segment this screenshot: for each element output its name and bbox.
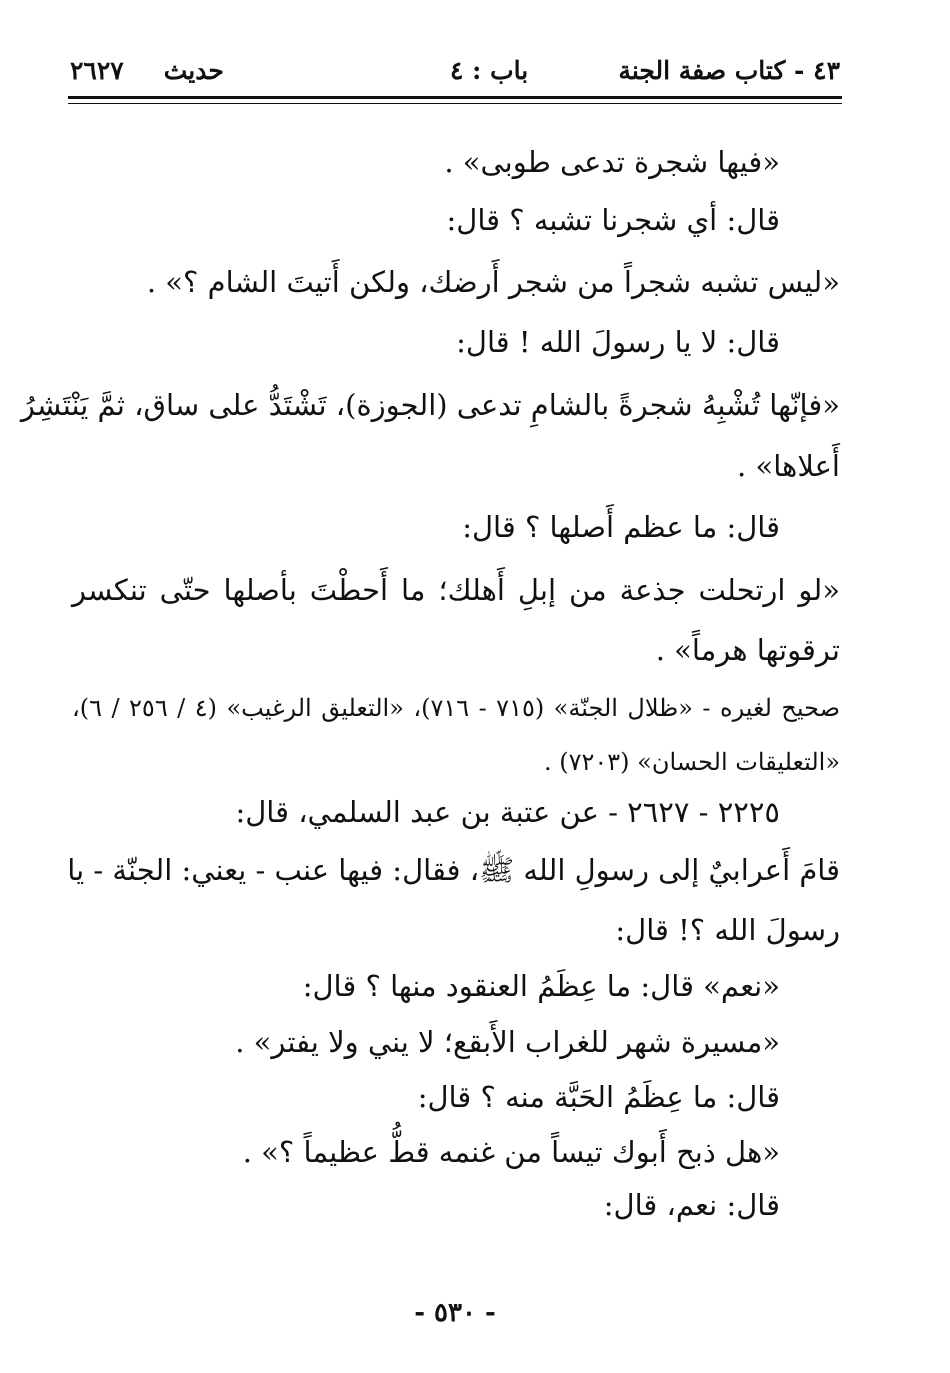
header-rule-thin [68,103,842,104]
text-line: قامَ أَعرابيٌ إلى رسولِ الله ﷺ، فقال: فيها عنب - يعني: الجنّة - يا [67,853,840,887]
hadith-number: ٢٦٢٧ [70,56,124,85]
hadith-ref [70,56,224,85]
page-number: - ٥٣٠ - [414,1298,496,1328]
text-line: قال: نعم، قال: [603,1188,780,1222]
text-line: رسولَ الله ؟! قال: [615,913,840,947]
text-line: قال: لا يا رسولَ الله ! قال: [456,325,780,359]
header-rule-thick [68,96,842,99]
text-line: «لو ارتحلت جذعة من إبلِ أَهلك؛ ما أَحطْتَ بأصلها حتّى تنكسر [72,573,840,607]
text-line: قال: أي شجرنا تشبه ؟ قال: [446,203,780,237]
takhrij-note: صحيح لغيره - «ظلال الجنّة» (٧١٥ - ٧١٦)، «التعليق الرغيب» (٤ / ٢٥٦ / ٦)، [72,694,841,722]
text-line: قال: ما عِظَمُ الحَبَّة منه ؟ قال: [417,1080,780,1114]
text-line: «فإنّها تُشْبِهُ شجرةً بالشامِ تدعى (الجوزة)، تَشْتَدُّ على ساق، ثمَّ يَنْتَشِرُ [20,388,840,422]
text-line: أَعلاها» . [737,449,840,483]
text-line: «هل ذبح أَبوك تيساً من غنمه قطُّ عظيماً ؟» . [242,1135,780,1169]
text-line: «ليس تشبه شجراً من شجر أَرضك، ولكن أَتيتَ الشام ؟» . [146,265,840,299]
running-header [70,56,840,96]
text-line: «مسيرة شهر للغراب الأَبقع؛ لا يني ولا يفتر» . [235,1025,780,1059]
takhrij-note: «التعليقات الحسان» (٧٢٠٣) . [543,748,840,776]
hadith-label: حديث [163,56,224,85]
book-title: ٤٣ - كتاب صفة الجنة [618,56,840,85]
hadith-heading: ٢٢٢٥ - ٢٦٢٧ - عن عتبة بن عبد السلمي، قال: [235,795,780,829]
text-line: «فيها شجرة تدعى طوبى» . [444,145,780,179]
chapter-label: باب : ٤ [450,56,529,85]
text-line: «نعم» قال: ما عِظَمُ العنقود منها ؟ قال: [302,969,780,1003]
text-line: قال: ما عظم أَصلها ؟ قال: [462,510,780,544]
text-line: ترقوتها هرماً» . [655,633,840,667]
